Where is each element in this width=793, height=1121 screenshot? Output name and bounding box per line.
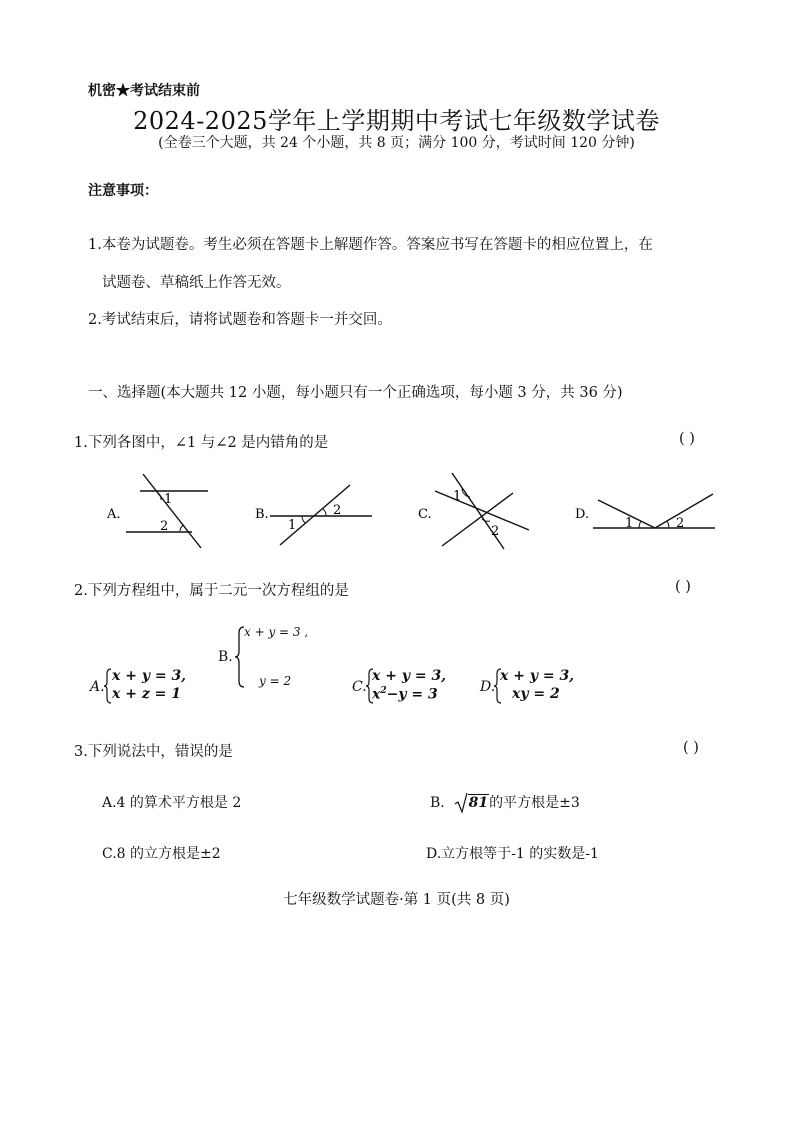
svg-text:1: 1 (288, 518, 297, 533)
figure-a (106, 474, 208, 548)
svg-text:1: 1 (453, 489, 462, 504)
note-item-1-line-2: 试题卷、草稿纸上作答无效。 (102, 275, 291, 291)
svg-text:D.: D. (575, 507, 590, 522)
note-item-2: 2.考试结束后，请将试题卷和答题卡一并交回。 (88, 312, 392, 328)
question-1-answer-paren: ( ) (679, 431, 695, 447)
question-3-answer-paren: ( ) (683, 740, 699, 756)
option-d-label: D. (480, 679, 496, 695)
question-1-figures (0, 460, 793, 560)
notes-heading: 注意事项： (88, 183, 158, 199)
option-b-label: B. (218, 649, 233, 665)
svg-text:2: 2 (491, 524, 500, 539)
option-a-equation-2: x + z = 1 (112, 686, 181, 702)
svg-text:B.: B. (255, 507, 269, 522)
option-d-equation-1: x + y = 3, (500, 668, 575, 684)
option-c-equation-1: x + y = 3, (372, 668, 447, 684)
option-d-equation-2: xy = 2 (512, 686, 560, 702)
question-3-option-d: D.立方根等于-1 的实数是-1 (426, 846, 599, 862)
square-root-sign (454, 792, 468, 814)
question-3-text: 3.下列说法中，错误的是 (74, 744, 233, 760)
svg-text:1: 1 (164, 492, 173, 507)
section-1-heading: 一、选择题(本大题共 12 小题，每小题只有一个正确选项，每小题 3 分，共 36 分) (88, 385, 623, 401)
svg-text:2: 2 (160, 519, 169, 534)
exam-subtitle: (全卷三个大题，共 24 个小题，共 8 页；满分 100 分，考试时间 120 分钟) (158, 135, 635, 151)
question-2-answer-paren: ( ) (675, 579, 691, 595)
figure-c (418, 473, 529, 549)
option-b-equation-2: y = 2 (259, 674, 292, 688)
figure-d (575, 494, 715, 531)
option-c-label: C. (352, 679, 367, 695)
question-2-text: 2.下列方程组中，属于二元一次方程组的是 (74, 583, 349, 599)
svg-text:C.: C. (418, 507, 432, 522)
confidential-label: 机密★考试结束前 (88, 83, 200, 99)
question-3-option-a: A.4 的算术平方根是 2 (102, 795, 242, 811)
question-1-text: 1.下列各图中，∠1 与∠2 是内错角的是 (74, 435, 329, 451)
question-3-option-c: C.8 的立方根是±2 (102, 846, 221, 862)
option-c-equation-2: $x^2-y = 3$ (372, 686, 438, 703)
note-item-1-line-1: 1.本卷为试题卷。考生必须在答题卡上解题作答。答案应书写在答题卡的相应位置上，在 (88, 237, 653, 253)
figure-b (255, 485, 372, 545)
svg-text:1: 1 (625, 516, 634, 531)
svg-text:2: 2 (333, 503, 342, 518)
page-footer: 七年级数学试题卷·第 1 页(共 8 页) (283, 892, 510, 908)
exam-title: 2024-2025学年上学期期中考试七年级数学试卷 (133, 107, 660, 135)
option-a-label: A. (90, 679, 105, 695)
option-a-equation-1: x + y = 3, (112, 668, 187, 684)
svg-text:A.: A. (107, 507, 121, 522)
option-b-equation-1: x + y = 3 , (244, 625, 309, 639)
question-3-option-b: B. 81的平方根是±3 (430, 792, 580, 812)
svg-text:2: 2 (676, 516, 685, 531)
